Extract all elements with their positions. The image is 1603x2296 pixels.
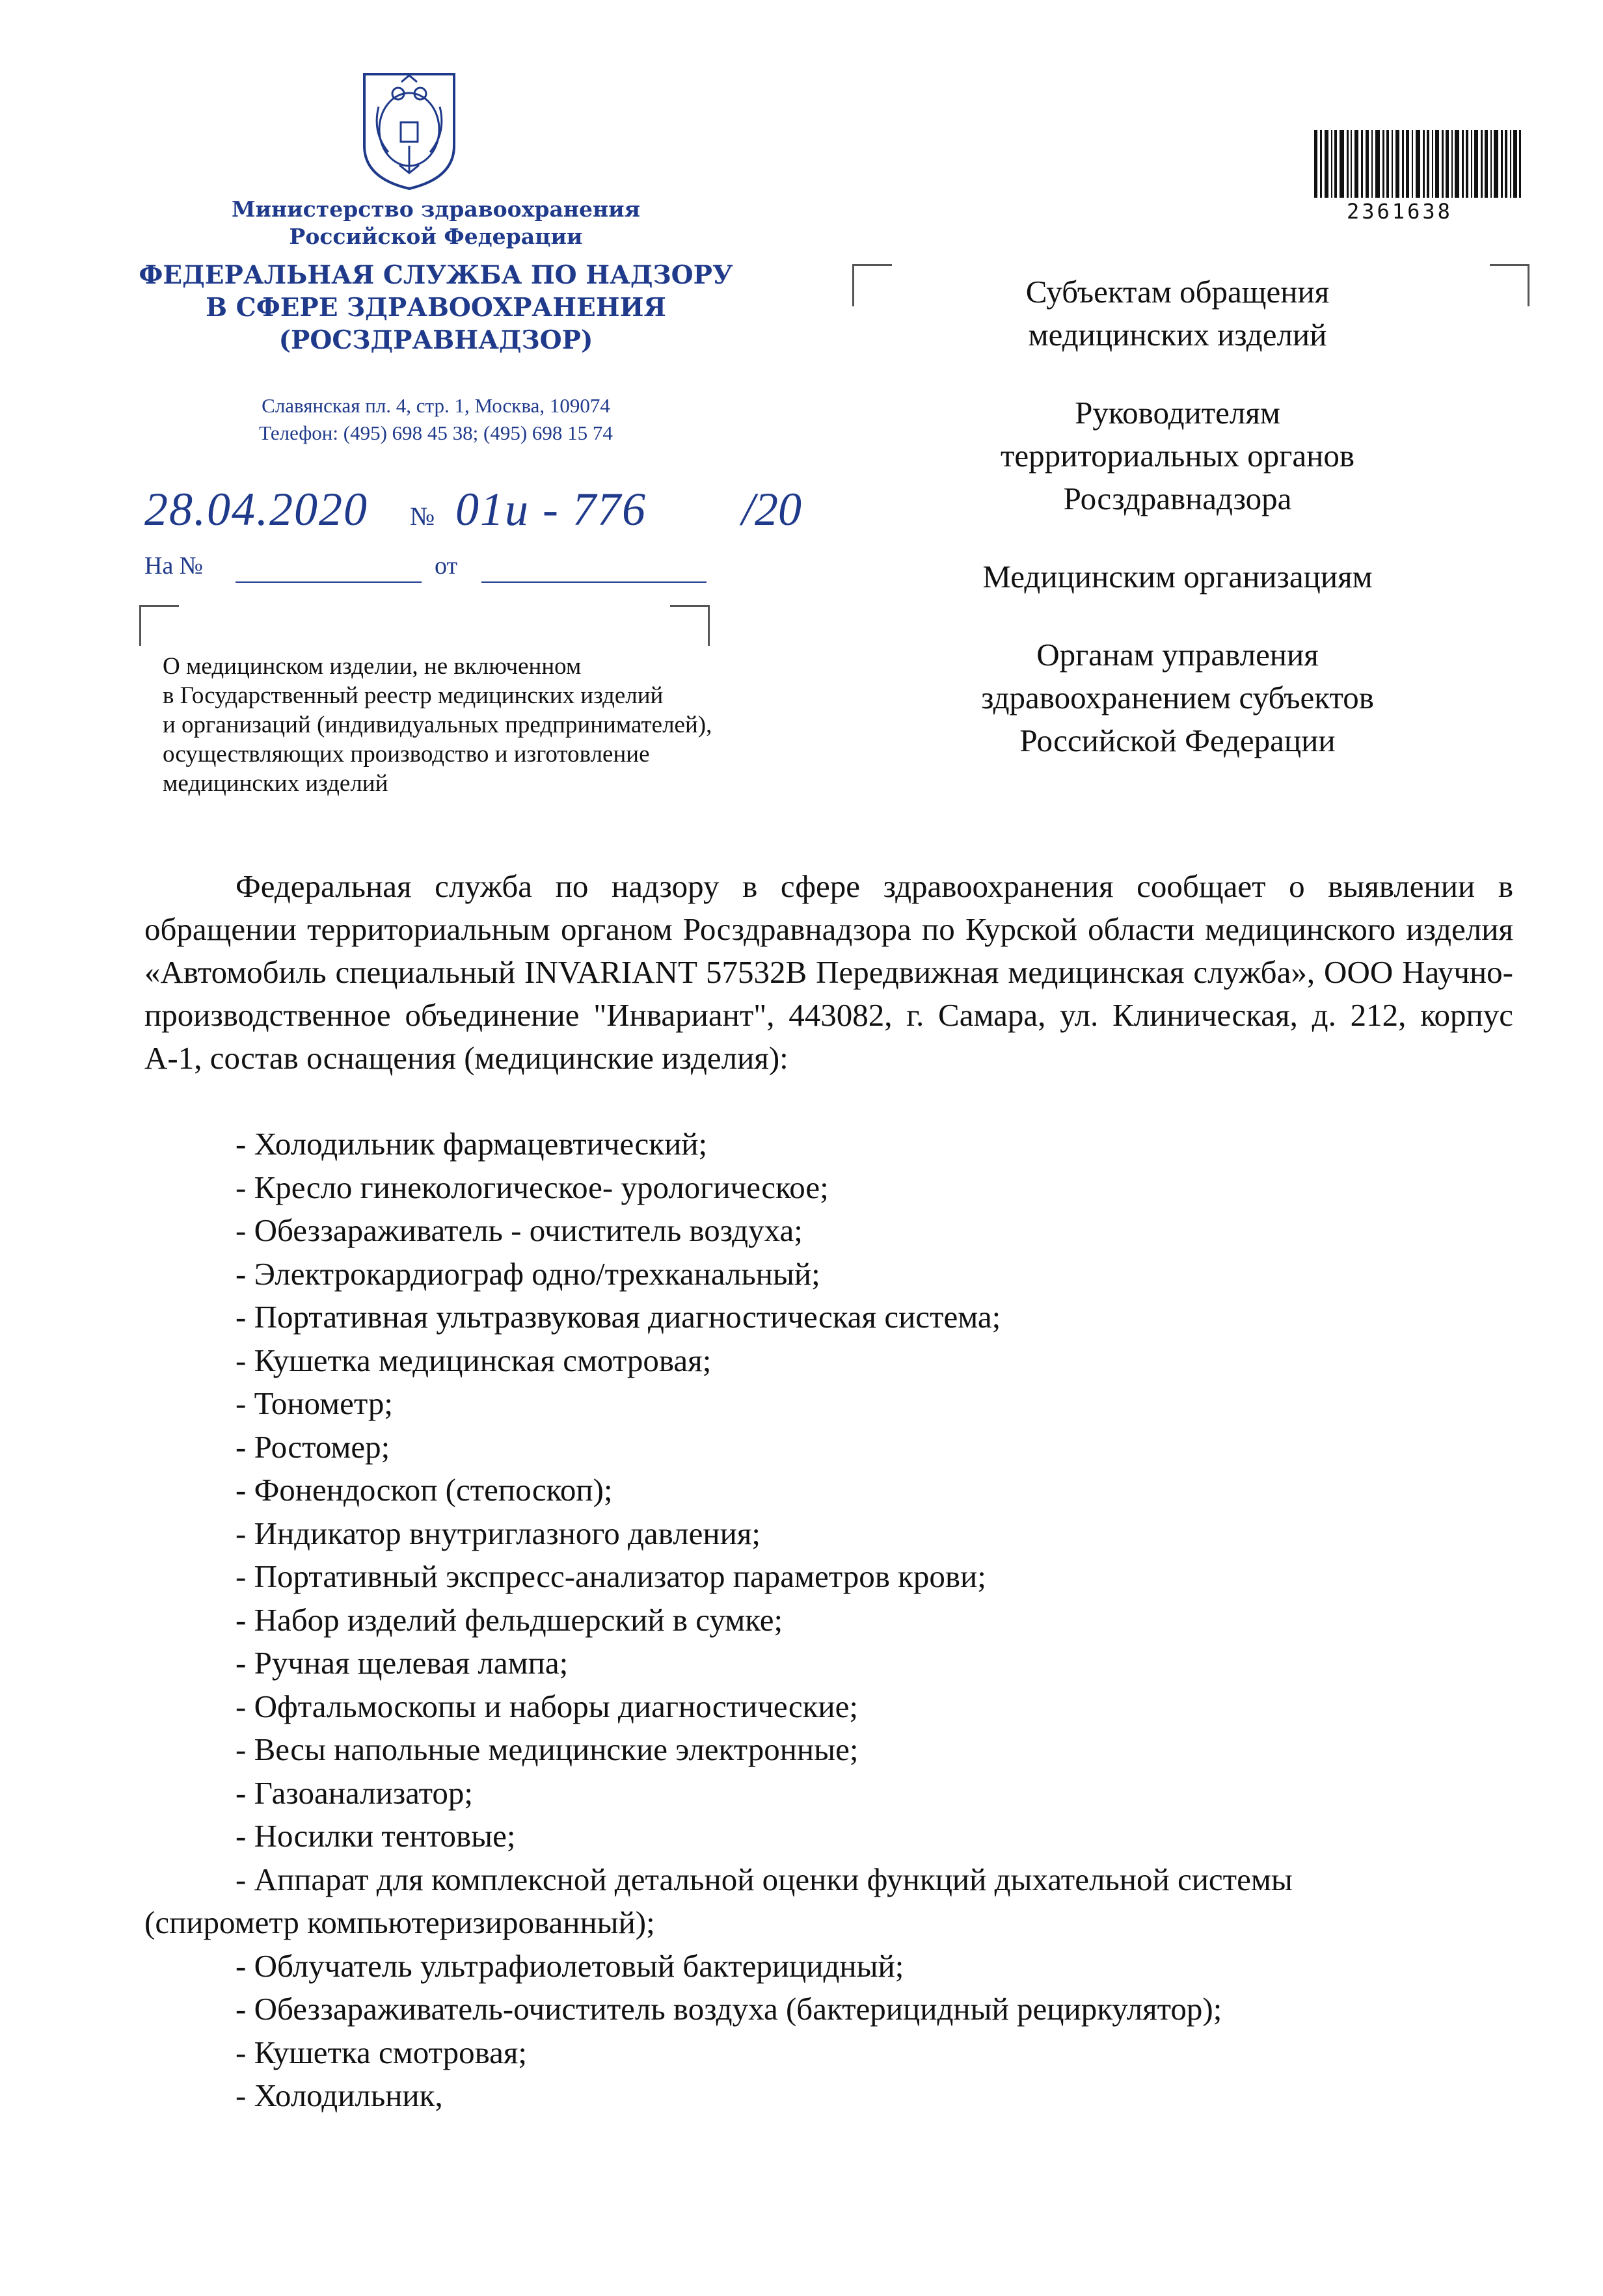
coat-of-arms-icon	[359, 68, 459, 191]
addressee-line: Руководителям	[1075, 395, 1280, 431]
barcode	[1314, 130, 1521, 198]
subject-line: в Государственный реестр медицинских изделий	[163, 682, 664, 709]
ministry-name-line-2: Российской Федерации	[289, 224, 583, 249]
list-item-continuation: (спирометр компьютеризированный);	[144, 1904, 655, 1940]
list-item: - Обеззараживатель-очиститель воздуха (бактерицидный рециркулятор);	[236, 1991, 1222, 2027]
service-name-line-2: В СФЕРЕ ЗДРАВООХРАНЕНИЯ	[206, 293, 666, 323]
addressee-bracket-left	[852, 264, 892, 306]
subject-line: осуществляющих производство и изготовление	[163, 741, 650, 768]
ministry-name-line-1: Министерство здравоохранения	[232, 196, 640, 222]
registration-suffix: /20	[742, 483, 802, 535]
list-item: - Облучатель ультрафиолетовый бактерицидный;	[236, 1947, 904, 1984]
address-line: Славянская пл. 4, стр. 1, Москва, 109074	[262, 394, 610, 417]
addressee-line: медицинских изделий	[1028, 317, 1327, 353]
list-item: - Газоанализатор;	[236, 1774, 474, 1811]
list-item: - Обеззараживатель - очиститель воздуха;	[236, 1212, 803, 1248]
list-item: - Набор изделий фельдшерский в сумке;	[236, 1601, 783, 1638]
addressee-line: Медицинским организациям	[982, 559, 1373, 594]
addressee-line: Субъектам обращения	[1025, 274, 1330, 310]
list-item: - Носилки тентовые;	[236, 1818, 516, 1854]
list-item: - Кресло гинекологическое- урологическое;	[236, 1169, 829, 1205]
body-paragraph: Федеральная служба по надзору в сфере здравоохранения сообщает о выявлении в обращении территориальным органом Росздравнадзора по Курской области медицинского изделия «Автомобиль специальный INVARIANT 57532В Передвижная медицинская служба», ООО Научно-производственное объединение "Инвариант", 443082, г. Самара, ул. Клиническая, д. 212, корпус А-1, состав оснащения (медицинские изделия):	[144, 868, 1513, 1076]
equipment-list	[144, 1123, 1517, 2118]
list-item: - Ростомер;	[236, 1428, 390, 1465]
list-item: - Фонендоскоп (степоскоп);	[236, 1472, 613, 1508]
addressee-line: здравоохранением субъектов	[981, 680, 1374, 715]
registration-date: 28.04.2020	[144, 483, 368, 535]
reference-number-blank	[236, 581, 422, 583]
subject-line: и организаций (индивидуальных предпринимателей),	[163, 712, 712, 738]
reference-prefix: На №	[144, 552, 204, 580]
list-item: - Аппарат для комплексной детальной оценки функций дыхательной системы	[236, 1861, 1293, 1897]
service-name-line-3: (РОСЗДРАВНАДЗОР)	[278, 325, 593, 355]
list-item: - Портативная ультразвуковая диагностическая система;	[236, 1299, 1001, 1335]
list-item: - Весы напольные медицинские электронные;	[236, 1731, 859, 1767]
subject-line: медицинских изделий	[163, 770, 388, 797]
list-item: - Холодильник,	[236, 2077, 443, 2113]
list-item: - Портативный экспресс-анализатор параметров крови;	[236, 1558, 986, 1594]
addressee-bracket-right	[1490, 264, 1529, 306]
list-item: - Кушетка медицинская смотровая;	[236, 1342, 712, 1378]
reference-from-label: от	[435, 552, 458, 580]
list-item: - Ручная щелевая лампа;	[236, 1645, 569, 1681]
reference-date-blank	[481, 581, 707, 583]
registration-number: 01и - 776	[455, 483, 647, 535]
service-name-line-1: ФЕДЕРАЛЬНАЯ СЛУЖБА ПО НАДЗОРУ	[139, 260, 733, 290]
list-item: - Электрокардиограф одно/трехканальный;	[236, 1255, 820, 1292]
list-item: - Тонометр;	[236, 1385, 393, 1421]
subject-bracket-left	[139, 605, 179, 646]
list-item: - Кушетка смотровая;	[236, 2034, 528, 2070]
list-item: - Холодильник фармацевтический;	[236, 1126, 708, 1162]
addressee-line: Российской Федерации	[1019, 723, 1336, 758]
list-item: - Офтальмоскопы и наборы диагностические;	[236, 1688, 859, 1724]
number-sign: №	[410, 501, 435, 531]
addressee-line: территориальных органов	[1001, 438, 1354, 474]
phone-line: Телефон: (495) 698 45 38; (495) 698 15 74	[259, 421, 613, 444]
subject-bracket-right	[670, 605, 710, 646]
addressee-line: Росздравнадзора	[1063, 481, 1292, 516]
subject-line: О медицинском изделии, не включенном	[163, 653, 582, 680]
barcode-number: 2361638	[1347, 199, 1453, 224]
addressee-line: Органам управления	[1036, 637, 1319, 673]
list-item: - Индикатор внутриглазного давления;	[236, 1515, 761, 1551]
